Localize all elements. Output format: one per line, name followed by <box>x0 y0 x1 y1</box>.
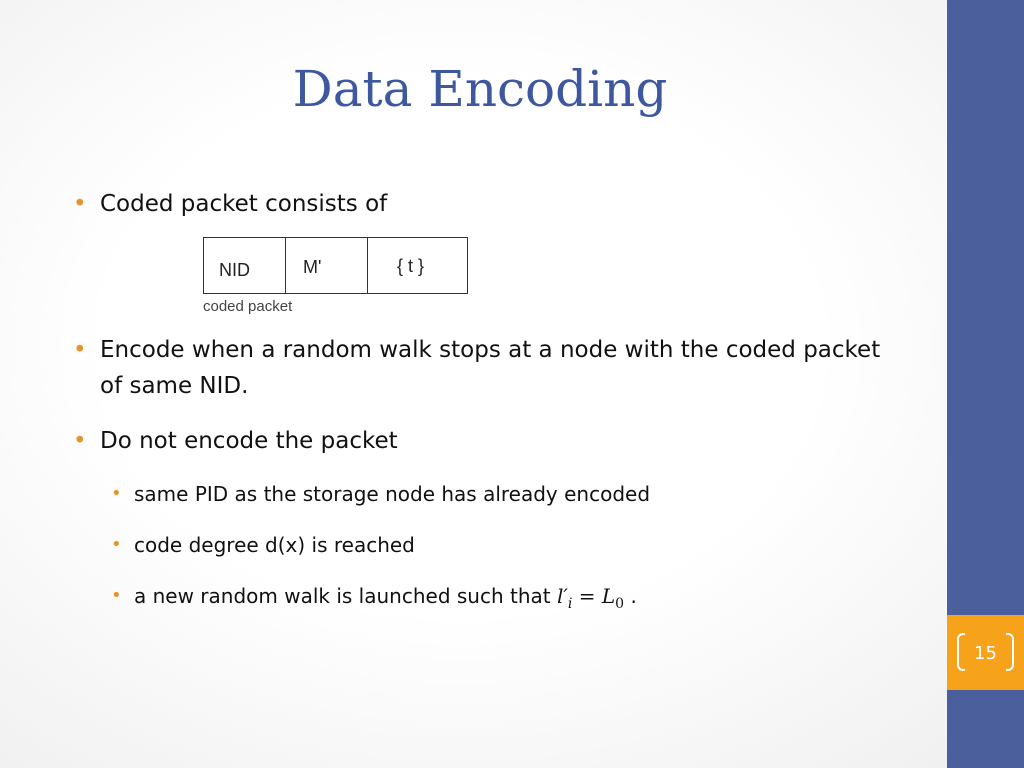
bullet-dot-icon: • <box>73 428 87 454</box>
page-number: 15 <box>974 643 997 664</box>
sub-bullet-random-walk: • a new random walk is launched such that $l'_i = L_0$ . <box>134 581 914 619</box>
packet-cell-nid: NID <box>204 238 286 293</box>
coded-packet-diagram <box>203 237 468 294</box>
bullet-do-not-encode <box>73 423 900 459</box>
packet-cell-t: { t } <box>397 256 425 276</box>
bullet-dot-icon: • <box>73 191 87 217</box>
sub-bullet-same-pid <box>111 479 914 509</box>
bullet-text: Coded packet consists of <box>100 191 388 217</box>
formula: $l'_i = L_0$ <box>556 584 625 612</box>
bullet-text: Do not encode the packet <box>100 428 398 454</box>
slide-title: Data Encoding <box>292 60 668 118</box>
sub-bullet-code-degree <box>111 530 914 560</box>
sub-bullet-dot-icon: • <box>111 483 122 504</box>
sub-bullet-text: a new random walk is launched such that <box>134 584 551 608</box>
page-number-box <box>947 615 1024 690</box>
sub-bullet-text: same PID as the storage node has already encoded <box>134 482 651 506</box>
bullet-text: Encode when a random walk stops at a node with the coded packet of same NID. <box>100 337 881 399</box>
sub-bullet-dot-icon: • <box>111 585 122 606</box>
sub-bullet-text: code degree d(x) is reached <box>134 533 415 557</box>
bullet-coded-packet <box>73 186 900 222</box>
packet-caption: coded packet <box>203 298 293 315</box>
bullet-encode <box>73 332 900 404</box>
bullet-dot-icon: • <box>73 337 87 363</box>
packet-cell-m: M' <box>286 238 368 293</box>
sub-bullet-dot-icon: • <box>111 534 122 555</box>
